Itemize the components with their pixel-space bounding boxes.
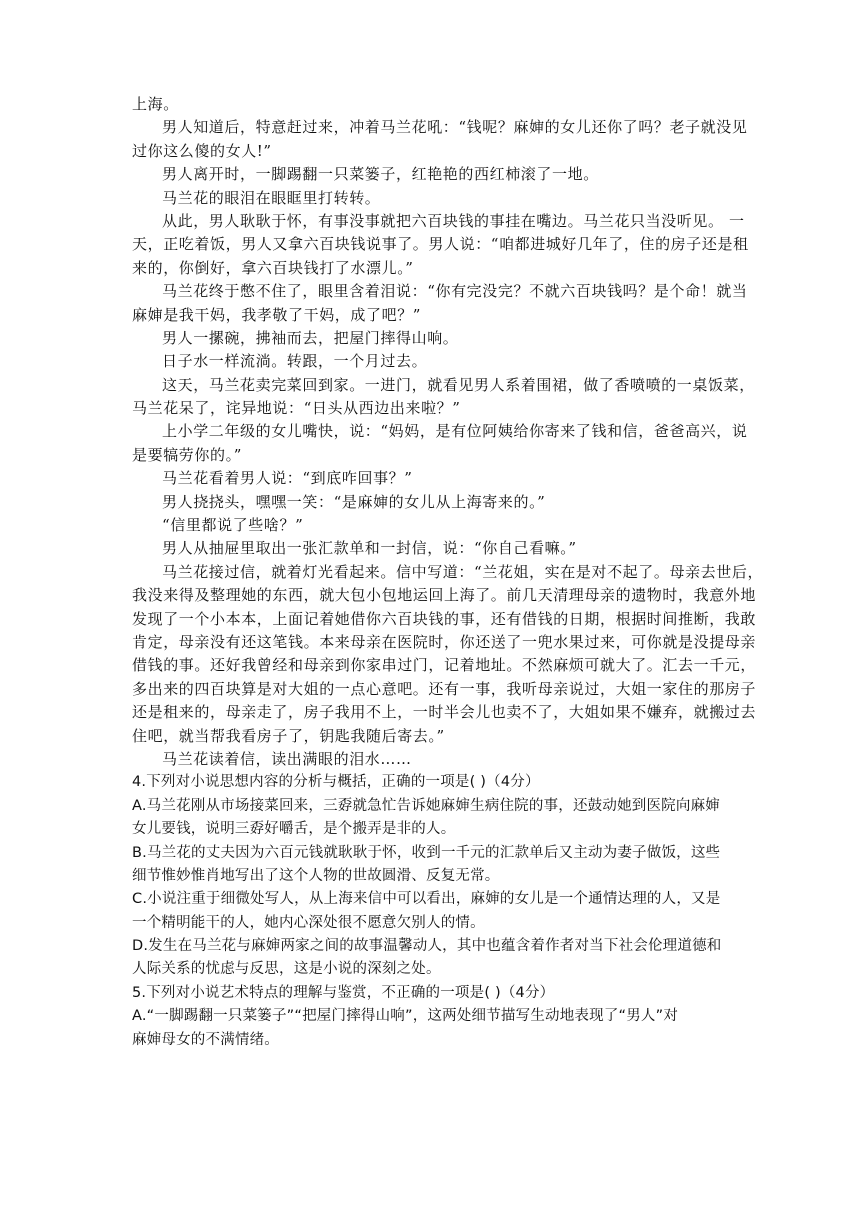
story-line: 过你这么傻的女人!” bbox=[132, 141, 272, 160]
story-line: 借钱的事。还好我曾经和母亲到你家串过门，记着地址。不然麻烦可就大了。汇去一千元， bbox=[132, 656, 757, 675]
story-line: “信里都说了些啥？” bbox=[162, 516, 304, 535]
story-line: 还是租来的，母亲走了，房子我用不上，一时半会儿也卖不了，大姐如果不嫌弃，就搬过去 bbox=[132, 703, 757, 722]
question-line: B.马兰花的丈夫因为六百元钱就耿耿于怀，收到一千元的汇款单后又主动为妻子做饭，这些 bbox=[132, 844, 721, 861]
story-line: 马兰花呆了，诧异地说：“日头从西边出来啦？” bbox=[132, 399, 461, 418]
question-line: 麻婶母女的不满情绪。 bbox=[132, 1031, 279, 1048]
story-line: 马兰花读着信，读出满眼的泪水…… bbox=[162, 749, 412, 768]
story-line: 马兰花终于憋不住了，眼里含着泪说：“你有完没完？不就六百块钱吗？是个命！就当 bbox=[162, 282, 748, 301]
story-line: 男人一摞碗，拂袖而去，把屋门摔得山响。 bbox=[162, 328, 459, 347]
story-line: 上小学二年级的女儿嘴快，说：“妈妈，是有位阿姨给你寄来了钱和信，爸爸高兴，说 bbox=[162, 422, 748, 441]
story-line: 多出来的四百块算是对大姐的一点心意吧。还有一事，我听母亲说过，大姐一家住的那房子 bbox=[132, 679, 757, 698]
question-line: 一个精明能干的人，她内心深处很不愿意欠别人的情。 bbox=[132, 914, 485, 931]
story-line: 我没来得及整理她的东西，就大包小包地运回上海了。前几天清理母亲的遗物时，我意外地 bbox=[132, 586, 757, 605]
question-line: C.小说注重于细微处写人，从上海来信中可以看出，麻婶的女儿是一个通情达理的人，又是 bbox=[132, 891, 721, 908]
question-line: 女儿要钱，说明三孬好嚼舌，是个搬弄是非的人。 bbox=[132, 821, 456, 838]
story-line: 住吧，就当帮我看房子了，钥匙我随后寄去。” bbox=[132, 726, 445, 745]
story-line: 从此，男人耿耿于怀，有事没事就把六百块钱的事挂在嘴边。马兰花只当没听见。 一 bbox=[162, 211, 745, 230]
question-line: A.马兰花刚从市场接菜回来，三孬就急忙告诉她麻婶生病住院的事，还鼓动她到医院向麻婶 bbox=[132, 797, 720, 814]
story-line: 麻婶是我干妈，我孝敬了干妈，成了吧？” bbox=[132, 305, 422, 324]
story-line: 肯定，母亲没有还这笔钱。本来母亲在医院时，你还送了一兜水果过来，可你就是没提母亲 bbox=[132, 632, 757, 651]
document-body bbox=[132, 93, 764, 1052]
story-line: 男人挠挠头，嘿嘿一笑：“是麻婶的女儿从上海寄来的。” bbox=[162, 492, 546, 511]
story-line: 来的，你倒好，拿六百块钱打了水漂儿。” bbox=[132, 258, 414, 277]
story-line: 天，正吃着饭，男人又拿六百块钱说事了。男人说：“咱都进城好几年了，住的房子还是租 bbox=[132, 235, 749, 254]
story-line: 马兰花看着男人说：“到底咋回事？” bbox=[162, 469, 413, 488]
question-line: 4.下列对小说思想内容的分析与概括，正确的一项是( )（4分） bbox=[132, 774, 540, 791]
story-line: 男人离开时，一脚踢翻一只菜篓子，红艳艳的西红柿滚了一地。 bbox=[162, 165, 599, 184]
story-line: 上海。 bbox=[132, 95, 179, 113]
story-line: 男人知道后，特意赶过来，冲着马兰花吼：“钱呢？麻婶的女儿还你了吗？老子就没见 bbox=[162, 118, 748, 137]
story-line: 日子水一样流淌。转跟，一个月过去。 bbox=[162, 352, 428, 371]
story-line: 马兰花接过信，就着灯光看起来。信中写道：“兰花姐，实在是对不起了。母亲去世后， bbox=[162, 562, 764, 581]
question-line: 细节惟妙惟肖地写出了这个人物的世故圆滑、反复无常。 bbox=[132, 867, 500, 884]
story-line: 马兰花的眼泪在眼眶里打转转。 bbox=[162, 188, 381, 207]
story-line: 发现了一个小本本，上面记着她借你六百块钱的事，还有借钱的日期，根据时间推断，我敢 bbox=[132, 609, 757, 628]
story-line: 男人从抽屉里取出一张汇款单和一封信，说：“你自己看嘛。” bbox=[162, 539, 577, 558]
question-line: D.发生在马兰花与麻婶两家之间的故事温馨动人，其中也蕴含着作者对当下社会伦理道德和 bbox=[132, 938, 722, 955]
story-line: 这天，马兰花卖完菜回到家。一进门，就看见男人系着围裙，做了香喷喷的一桌饭菜， bbox=[162, 375, 755, 394]
question-line: 人际关系的忧虑与反思，这是小说的深刻之处。 bbox=[132, 961, 441, 978]
question-line: 5.下列对小说艺术特点的理解与鉴赏，不正确的一项是( )（4分） bbox=[132, 984, 555, 1001]
story-line: 是要犒劳你的。” bbox=[132, 445, 242, 464]
question-line: A.“一脚踢翻一只菜篓子”“把屋门摔得山响”，这两处细节描写生动地表现了“男人”对 bbox=[132, 1008, 679, 1025]
